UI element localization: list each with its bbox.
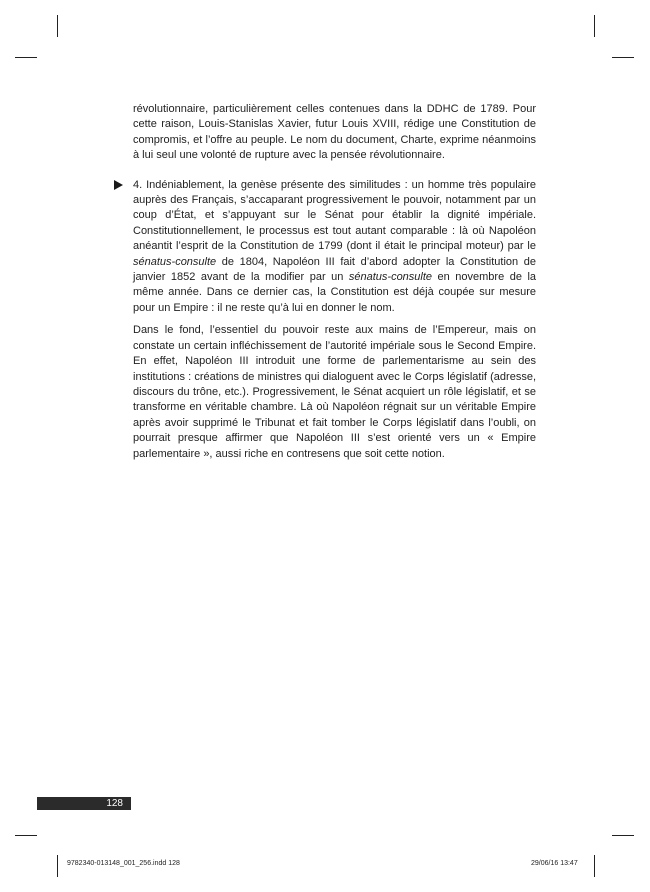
paragraph-charte: révolutionnaire, particulièrement celles contenues dans la DDHC de 1789. Pour cette raison, Louis-Stanislas Xavier, futur Louis XVIII, rédige une Constitution de compromis, et l’offre au peuple. Le nom du document, Charte, exprime néanmoins à lui seul une volonté de rupture avec la pensée révolutionnaire. xyxy=(133,103,536,162)
italic-senatus-consulte-1: sénatus-consulte xyxy=(133,255,217,268)
italic-senatus-consulte-2: sénatus-consulte xyxy=(348,271,433,284)
crop-mark-top-left-horizontal xyxy=(15,57,37,58)
crop-mark-bottom-right-horizontal xyxy=(612,835,634,836)
crop-mark-top-right-vertical xyxy=(594,15,595,37)
page-number: 128 xyxy=(37,797,131,810)
triangle-bullet-icon xyxy=(114,180,123,190)
page-body xyxy=(133,102,536,462)
paragraph-point-4-text-a: 4. Indéniablement, la genèse présente des similitudes : un homme très populaire auprès des Français, s’accaparant progressivement le pouvoir, notamment par un coup d’État, et s’appuyant sur le Sénat pour établir la dignité impériale. Constitutionnellement, le processus est tout autant comparable : là où Napoléon anéantit l’esprit de la Constitution de 1799 (dont il était le principal moteur) par le xyxy=(133,178,536,253)
paragraph-point-4-text-c: en novembre de la même année. Dans ce dernier cas, la Constitution est déjà coupée sur mesure pour un Empire : il ne reste qu’à lui en donner le nom. xyxy=(133,271,537,314)
slug-file-info: 9782340-013148_001_256.indd 128 xyxy=(67,860,180,867)
slug-datetime: 29/06/16 13:47 xyxy=(531,860,578,867)
crop-mark-bottom-left-vertical xyxy=(57,855,58,877)
crop-mark-bottom-right-vertical xyxy=(594,855,595,877)
paragraph-second-empire: Dans le fond, l’essentiel du pouvoir reste aux mains de l’Empereur, mais on constate un certain infléchissement de l’autorité impériale sous le Second Empire. En effet, Napoléon III introduit une forme de parlementarisme au sein des institutions : créations de ministres qui dialoguent avec le Corps législatif (adresse, discours du trône, etc.). Progressivement, le Sénat acquiert un rôle législatif, et se transforme en véritable chambre. Là où Napoléon régnait sur un véritable Empire après avoir supprimé le Tribunat et fait tomber le Corps législatif dans l’oubli, on pourrait presque affirmer que Napoléon III s’est orienté vers un « Empire parlementaire », aussi riche en contresens que soit cette notion. xyxy=(133,324,536,460)
paragraph-point-4-text-b: de 1804, Napoléon III fait d’abord adopter la Constitution de janvier 1852 avant de la modifier par un xyxy=(133,255,536,284)
crop-mark-top-left-vertical xyxy=(57,15,58,37)
paragraph-point-4 xyxy=(133,178,536,317)
crop-mark-top-right-horizontal xyxy=(612,57,634,58)
crop-mark-bottom-left-horizontal xyxy=(15,835,37,836)
